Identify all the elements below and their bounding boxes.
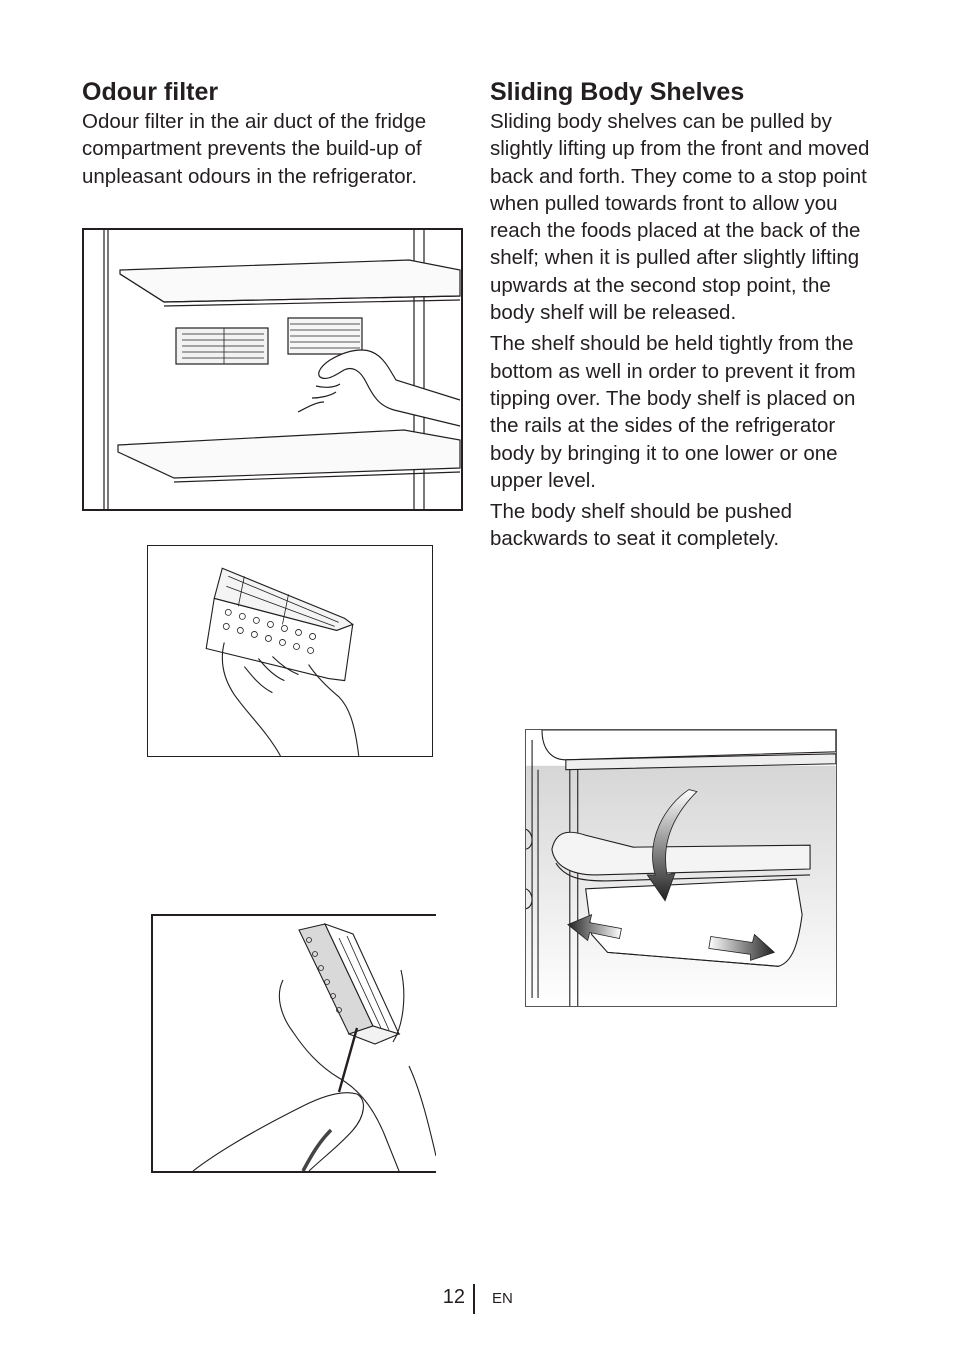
sliding-shelves-paragraph-2: The shelf should be held tightly from the bottom as well in order to prevent it from tipping over. The body shelf is placed on the rails at the sides of the refrigerator body by bringing it to one lower or one upper level. <box>490 332 856 492</box>
odour-filter-heading: Odour filter <box>82 78 219 106</box>
sliding-shelf-illustration <box>525 729 837 1007</box>
sliding-shelves-heading: Sliding Body Shelves <box>490 78 745 106</box>
page-footer <box>0 1284 954 1314</box>
odour-filter-section <box>82 76 462 190</box>
sliding-shelves-paragraph-1: Sliding body shelves can be pulled by slightly lifting up from the front and moved back and forth. They come to a stop point when pulled towards front to allow you reach the foods placed at the back of the shelf; when it is pulled after slightly lifting upwards at the second stop point, the body shelf will be released. <box>490 110 870 325</box>
odour-filter-hand-illustration <box>147 545 433 757</box>
odour-filter-location-illustration <box>82 228 463 511</box>
sliding-shelves-section <box>490 76 875 553</box>
sliding-shelves-paragraph-3: The body shelf should be pushed backwards to seat it completely. <box>490 500 793 551</box>
odour-filter-replacement-illustration <box>151 914 436 1173</box>
language-code: EN <box>492 1290 513 1307</box>
footer-separator <box>473 1284 475 1314</box>
page-number: 12 <box>442 1286 465 1308</box>
odour-filter-text: Odour filter in the air duct of the fridge compartment prevents the build-up of unpleasant odours in the refrigerator. <box>82 110 427 188</box>
